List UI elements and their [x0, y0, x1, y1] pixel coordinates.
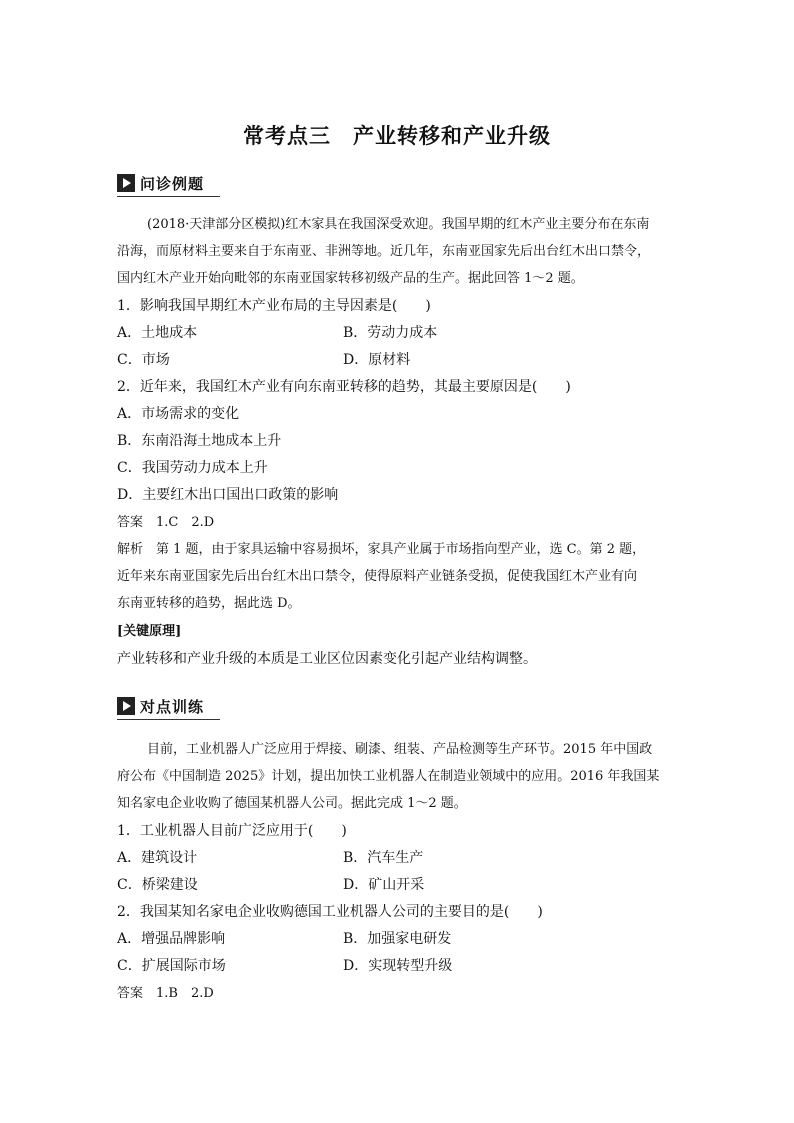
passage-line: 目前，工业机器人广泛应用于焊接、刷漆、组装、产品检测等生产环节。2015 年中国政 — [147, 742, 653, 757]
analysis-line: 解析 第 1 题，由于家具运输中容易损坏，家具产业属于市场指向型产业，选 C。第 2 题， — [117, 542, 646, 557]
option-b: B．劳动力成本 — [343, 325, 438, 341]
passage-line: 国内红木产业开始向毗邻的东南亚国家转移初级产品的生产。据此回答 1～2 题。 — [117, 271, 584, 286]
option-d: D．矿山开采 — [343, 877, 425, 893]
option-a: A．增强品牌影响 — [117, 931, 226, 947]
option-d: D．主要红木出口国出口政策的影响 — [117, 487, 339, 503]
option-b: B．东南沿海土地成本上升 — [117, 433, 282, 449]
question-stem: 1．影响我国早期红木产业布局的主导因素是( ) — [117, 298, 431, 314]
passage-line: 知名家电企业收购了德国某机器人公司。据此完成 1～2 题。 — [117, 796, 467, 811]
page-title: 常考点三 产业转移和产业升级 — [243, 123, 551, 148]
answer: 答案 1.C 2.D — [117, 515, 215, 530]
option-a: A．建筑设计 — [117, 850, 198, 866]
question-stem: 2．近年来，我国红木产业有向东南亚转移的趋势，其最主要原因是( ) — [117, 379, 571, 395]
key-principle-text: 产业转移和产业升级的本质是工业区位因素变化引起产业结构调整。 — [117, 651, 537, 667]
analysis-line: 近年来东南亚国家先后出台红木出口禁令，使得原料产业链条受损，促使我国红木产业有向 — [117, 569, 638, 584]
option-b: B．加强家电研发 — [343, 931, 452, 947]
option-c: C．市场 — [117, 352, 170, 368]
option-c: C．我国劳动力成本上升 — [117, 460, 268, 476]
analysis-line: 东南亚转移的趋势，据此选 D。 — [117, 596, 301, 611]
option-b: B．汽车生产 — [343, 850, 424, 866]
section-header-wenzhen — [117, 172, 204, 194]
answer: 答案 1.B 2.D — [117, 986, 214, 1001]
question-stem: 2．我国某知名家电企业收购德国工业机器人公司的主要目的是( ) — [117, 904, 543, 920]
passage-line: 沿海，而原材料主要来自于东南亚、非洲等地。近几年，东南亚国家先后出台红木出口禁令， — [117, 244, 651, 259]
option-d: D．实现转型升级 — [343, 958, 453, 974]
option-c: C．扩展国际市场 — [117, 958, 226, 974]
section-underline — [117, 196, 220, 197]
option-a: A．土地成本 — [117, 325, 198, 341]
passage-line: 府公布《中国制造 2025》计划，提出加快工业机器人在制造业领域中的应用。2016 年我国某 — [117, 769, 660, 784]
question-stem: 1．工业机器人目前广泛应用于( ) — [117, 823, 347, 839]
passage-line: (2018·天津部分区模拟)红木家具在我国深受欢迎。我国早期的红木产业主要分布在东南 — [147, 217, 650, 232]
section-header-duidian — [117, 695, 204, 717]
section-underline — [117, 719, 220, 720]
option-c: C．桥梁建设 — [117, 877, 198, 893]
key-principle-heading: [关键原理] — [117, 624, 182, 639]
section-label: 对点训练 — [140, 697, 205, 716]
option-d: D．原材料 — [343, 352, 411, 368]
play-triangle-icon — [117, 174, 135, 192]
option-a: A．市场需求的变化 — [117, 406, 240, 422]
play-triangle-icon — [117, 697, 135, 715]
section-label: 问诊例题 — [140, 174, 205, 193]
